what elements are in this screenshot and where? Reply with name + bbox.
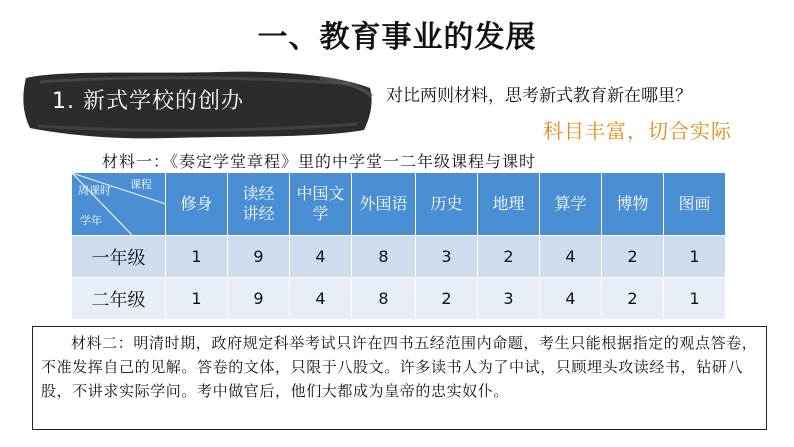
section-title: 1. 新式学校的创办 bbox=[52, 89, 244, 114]
hours-cell: 2 bbox=[602, 278, 664, 320]
table-header-subject: 中国文 学 bbox=[290, 173, 352, 236]
hours-cell: 3 bbox=[416, 236, 478, 278]
course-table bbox=[71, 172, 726, 320]
hours-cell: 2 bbox=[416, 278, 478, 320]
corner-label-course: 课程 bbox=[130, 178, 152, 191]
material2-text: 材料二：明清时期，政府规定科举考试只许在四书五经范围内命题，考生只能根据指定的观点答卷，不准发挥自己的见解。答卷的文体，只限于八股文。许多读书人为了中试，只顾埋头攻读经书，钻研八股，不讲求实际学问。考中做官后，他们大都成为皇帝的忠实奴仆。 bbox=[41, 334, 758, 400]
hours-cell: 1 bbox=[664, 236, 726, 278]
hours-cell: 3 bbox=[478, 278, 540, 320]
page-title: 一、教育事业的发展 bbox=[257, 20, 537, 55]
grade-cell: 一年级 bbox=[72, 236, 166, 278]
question-text: 对比两则材料，思考新式教育新在哪里？ bbox=[386, 86, 692, 106]
answer-text: 科目丰富，切合实际 bbox=[543, 119, 732, 143]
hours-cell: 4 bbox=[290, 236, 352, 278]
hours-cell: 4 bbox=[540, 278, 602, 320]
hours-cell: 1 bbox=[166, 236, 228, 278]
hours-cell: 1 bbox=[664, 278, 726, 320]
material2-box bbox=[32, 326, 767, 430]
table-row bbox=[72, 236, 726, 278]
table-header-subject: 历史 bbox=[416, 173, 478, 236]
table-header-subject: 读经 讲经 bbox=[228, 173, 290, 236]
table-header-subject: 外国语 bbox=[352, 173, 416, 236]
grade-cell: 二年级 bbox=[72, 278, 166, 320]
corner-label-year: 学年 bbox=[80, 214, 102, 227]
hours-cell: 4 bbox=[540, 236, 602, 278]
table-header-subject: 图画 bbox=[664, 173, 726, 236]
hours-cell: 2 bbox=[478, 236, 540, 278]
hours-cell: 4 bbox=[290, 278, 352, 320]
hours-cell: 1 bbox=[166, 278, 228, 320]
hours-cell: 8 bbox=[352, 236, 416, 278]
table-header-subject: 博物 bbox=[602, 173, 664, 236]
corner-label-hours: 周课时 bbox=[78, 184, 111, 197]
table-header-subject: 算学 bbox=[540, 173, 602, 236]
hours-cell: 2 bbox=[602, 236, 664, 278]
table-header-subject: 修身 bbox=[166, 173, 228, 236]
hours-cell: 9 bbox=[228, 236, 290, 278]
table-row bbox=[72, 278, 726, 320]
material1-title: 材料一：《奏定学堂章程》里的中学堂一二年级课程与课时 bbox=[102, 152, 537, 171]
table-header-subject: 地理 bbox=[478, 173, 540, 236]
table-corner-cell bbox=[72, 173, 166, 236]
hours-cell: 8 bbox=[352, 278, 416, 320]
hours-cell: 9 bbox=[228, 278, 290, 320]
